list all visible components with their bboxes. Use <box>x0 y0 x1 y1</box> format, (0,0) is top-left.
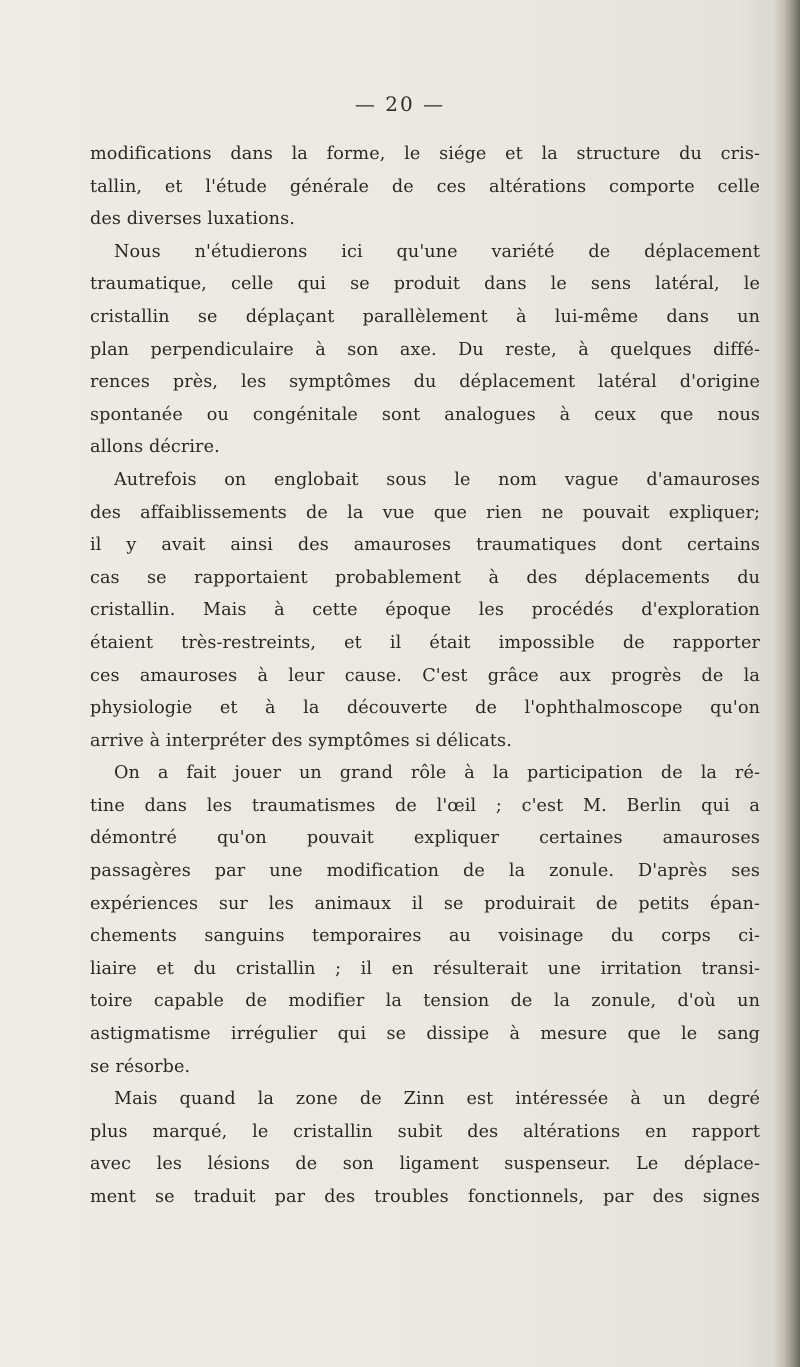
text-line: toire capable de modifier la tension de la zonule, d'où un <box>90 991 760 1012</box>
text-line: étaient très-restreints, et il était impossible de rapporter <box>90 632 760 653</box>
body-text <box>90 138 760 1214</box>
paragraph <box>90 1083 760 1213</box>
text-line: modifications dans la forme, le siége et la structure du cris- <box>90 144 760 164</box>
text-line: ment se traduit par des troubles fonctionnels, par des signes <box>90 1187 760 1207</box>
text-line: tallin, et l'étude générale de ces altérations comporte celle <box>90 176 760 197</box>
text-line: astigmatisme irrégulier qui se dissipe à mesure que le sang <box>90 1024 760 1045</box>
text-line: des diverses luxations. <box>90 209 295 230</box>
text-line: Nous n'étudierons ici qu'une variété de déplacement <box>114 241 760 262</box>
text-line: chements sanguins temporaires au voisinage du corps ci- <box>90 926 760 947</box>
text-line: allons décrire. <box>90 437 220 458</box>
text-line: avec les lésions de son ligament suspenseur. Le déplace- <box>90 1154 760 1175</box>
text-line: Autrefois on englobait sous le nom vague d'amauroses <box>114 469 760 490</box>
text-line: il y avait ainsi des amauroses traumatiques dont certains <box>90 535 760 556</box>
text-line: physiologie et à la découverte de l'ophthalmoscope qu'on <box>90 698 760 719</box>
paragraph <box>90 236 760 464</box>
paragraph <box>90 757 760 1083</box>
text-line: cas se rapportaient probablement à des déplacements du <box>90 567 760 588</box>
text-line: passagères par une modification de la zonule. D'après ses <box>90 861 760 882</box>
text-line: démontré qu'on pouvait expliquer certaines amauroses <box>90 828 760 849</box>
text-line: plan perpendiculaire à son axe. Du reste, à quelques diffé- <box>90 339 760 360</box>
text-line: cristallin. Mais à cette époque les procédés d'exploration <box>90 600 760 621</box>
text-line: On a fait jouer un grand rôle à la participation de la ré- <box>114 763 760 784</box>
text-line: se résorbe. <box>90 1056 191 1077</box>
text-line: traumatique, celle qui se produit dans le sens latéral, le <box>90 274 760 295</box>
page-number: — 20 — <box>354 92 446 116</box>
text-line: rences près, les symptômes du déplacement latéral d'origine <box>90 372 760 393</box>
text-line: arrive à interpréter des symptômes si délicats. <box>90 730 512 751</box>
text-line: plus marqué, le cristallin subit des altérations en rapport <box>90 1121 760 1142</box>
text-line: spontanée ou congénitale sont analogues à ceux que nous <box>90 404 760 425</box>
text-line: cristallin se déplaçant parallèlement à lui-même dans un <box>90 306 760 327</box>
paragraph <box>90 464 760 757</box>
text-line: tine dans les traumatismes de l'œil ; c'est M. Berlin qui a <box>90 795 760 816</box>
text-line: liaire et du cristallin ; il en résulterait une irritation transi- <box>90 958 760 979</box>
text-line: expériences sur les animaux il se produirait de petits épan- <box>90 893 760 914</box>
paragraph <box>90 138 760 236</box>
text-line: Mais quand la zone de Zinn est intéressée à un degré <box>114 1089 760 1110</box>
page-edge-shadow <box>774 0 800 1367</box>
text-line: ces amauroses à leur cause. C'est grâce aux progrès de la <box>90 665 760 686</box>
text-line: des affaiblissements de la vue que rien ne pouvait expliquer; <box>90 502 760 523</box>
